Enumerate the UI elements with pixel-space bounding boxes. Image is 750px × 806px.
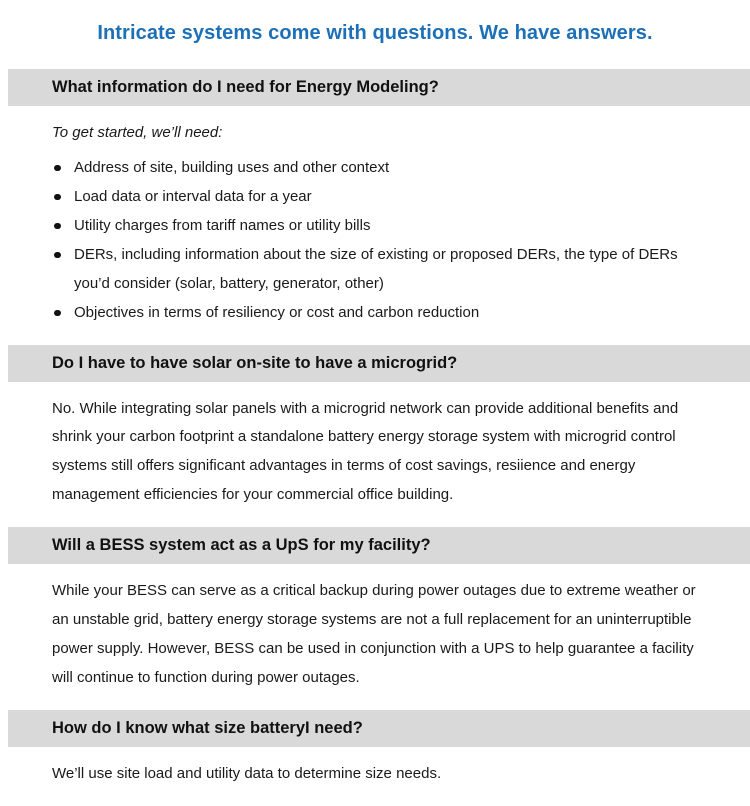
faq-answer-text: No. While integrating solar panels with a microgrid network can provide additional benefits and shrink your carbon footprint a standalone battery energy storage system with microgrid control systems still offers significant advantages in terms of cost savings, resiience and energy management efficiencies for your commercial office building. bbox=[52, 399, 679, 504]
bullet-item: Utility charges from tariff names or utility bills bbox=[52, 212, 710, 241]
faq-item-energy-modeling bbox=[0, 69, 750, 345]
faq-answer-text: While your BESS can serve as a critical backup during power outages due to extreme weather or an unstable grid, battery energy storage systems are not a full replacement for an uninterruptible power supply. However, BESS can be used in conjunction with a UPS to help guarantee a facility will continue to function during power outages. bbox=[52, 582, 696, 687]
faq-question-energy-modeling: What information do I need for Energy Modeling? bbox=[8, 69, 750, 106]
faq-question-battery-size: How do I know what size batteryI need? bbox=[8, 710, 750, 747]
faq-answer-energy-modeling bbox=[0, 106, 750, 345]
faq-item-solar-microgrid bbox=[0, 345, 750, 528]
page-title: Intricate systems come with questions. We have answers. bbox=[97, 22, 653, 44]
bullet-item: Address of site, building uses and other context bbox=[52, 154, 710, 183]
faq-bullet-list bbox=[52, 154, 710, 328]
faq-answer-battery-size bbox=[0, 747, 750, 806]
faq-item-bess-ups bbox=[0, 527, 750, 710]
bullet-item: Objectives in terms of resiliency or cost and carbon reduction bbox=[52, 299, 710, 328]
faq-intro-text: To get started, we’ll need: bbox=[52, 123, 223, 141]
faq-answer-bess-ups bbox=[0, 564, 750, 710]
faq-question-bess-ups: Will a BESS system act as a UpS for my facility? bbox=[8, 527, 750, 564]
faq-answer-text: We’ll use site load and utility data to determine size needs. bbox=[52, 764, 442, 782]
faq-question-solar-microgrid: Do I have to have solar on-site to have a microgrid? bbox=[8, 345, 750, 382]
bullet-item: Load data or interval data for a year bbox=[52, 183, 710, 212]
faq-answer-solar-microgrid bbox=[0, 382, 750, 528]
faq-item-battery-size bbox=[0, 710, 750, 806]
bullet-item: DERs, including information about the size of existing or proposed DERs, the type of DERs you’d consider (solar, battery, generator, other) bbox=[52, 241, 710, 299]
